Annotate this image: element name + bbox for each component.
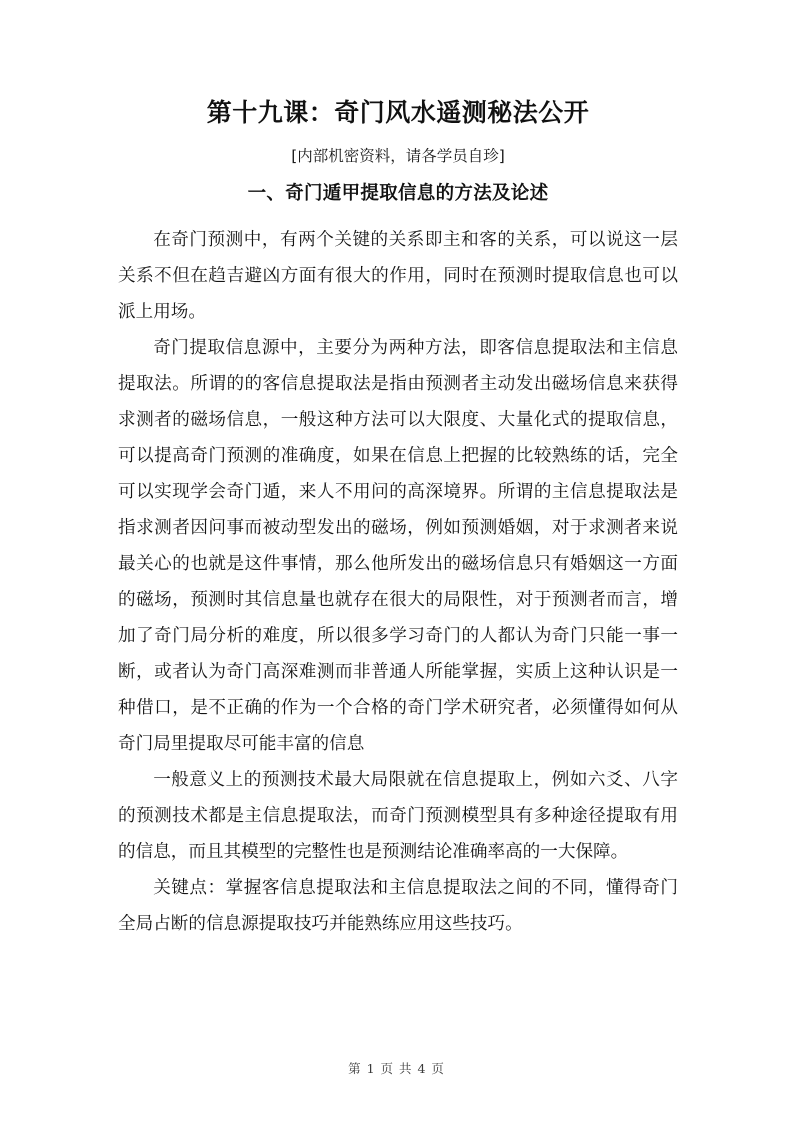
body-text [118,208,678,942]
document-subtitle: [内部机密资料，请各学员自珍] [291,147,505,165]
document-content-column [118,0,678,942]
paragraph: 一般意义上的预测技术最大局限就在信息提取上，例如六爻、八字的预测技术都是主信息提取法，而奇门预测模型具有多种途径提取有用的信息，而且其模型的完整性也是预测结论准确率高的一大保障。 [118,770,678,862]
section-heading: 一、奇门遁甲提取信息的方法及论述 [247,183,549,204]
paragraph: 在奇门预测中，有两个关键的关系即主和客的关系，可以说这一层关系不但在趋吉避凶方面有很大的作用，同时在预测时提取信息也可以派上用场。 [118,230,678,322]
paragraph: 关键点：掌握客信息提取法和主信息提取法之间的不同，懂得奇门全局占断的信息源提取技巧并能熟练应用这些技巧。 [118,878,678,934]
paragraph: 奇门提取信息源中，主要分为两种方法，即客信息提取法和主信息提取法。所谓的的客信息提取法是指由预测者主动发出磁场信息来获得求测者的磁场信息，一般这种方法可以大限度、大量化式的提取信息，可以提高奇门预测的准确度，如果在信息上把握的比较熟练的话，完全可以实现学会奇门遁，来人不用问的高深境界。所谓的主信息提取法是指求测者因问事而被动型发出的磁场，例如预测婚姻，对于求测者来说最关心的也就是这件事情，那么他所发出的磁场信息只有婚姻这一方面的磁场，预测时其信息量也就存在很大的局限性，对于预测者而言，增加了奇门局分析的难度，所以很多学习奇门的人都认为奇门只能一事一断，或者认为奇门高深难测而非普通人所能掌握，实质上这种认识是一种借口，是不正确的作为一个合格的奇门学术研究者，必须懂得如何从奇门局里提取尽可能丰富的信息 [118,338,678,754]
page-title: 第十九课：奇门风水遥测秘法公开 [206,98,590,127]
page-footer: 第 1 页 共 4 页 [348,1061,445,1076]
